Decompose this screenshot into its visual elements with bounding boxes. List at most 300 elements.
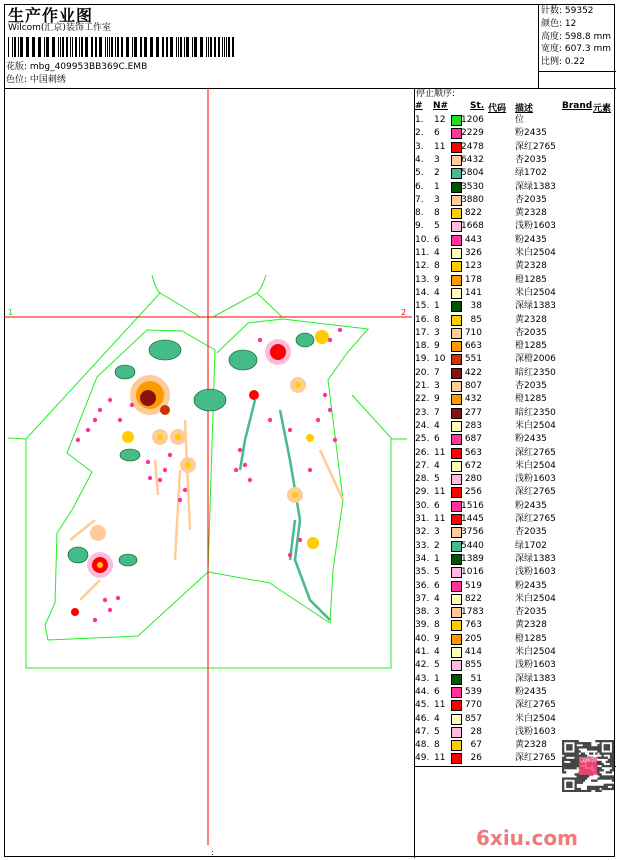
row-number: 44. bbox=[415, 686, 430, 697]
qr-module bbox=[570, 765, 572, 767]
qr-module bbox=[612, 788, 614, 790]
stitch-count: 针数: 59352 bbox=[541, 6, 594, 16]
qr-module bbox=[579, 775, 581, 777]
stitch-count: 551 bbox=[464, 354, 482, 365]
qr-module bbox=[612, 750, 614, 752]
color-description: 黄2328 bbox=[515, 208, 547, 219]
berry bbox=[76, 438, 80, 442]
qr-module bbox=[577, 742, 579, 744]
qr-module bbox=[608, 784, 610, 786]
stitch-count: 563 bbox=[464, 447, 482, 458]
qr-module bbox=[570, 740, 572, 742]
qr-module bbox=[593, 780, 595, 782]
qr-module bbox=[568, 759, 570, 761]
qr-module bbox=[610, 761, 612, 763]
qr-module bbox=[570, 767, 572, 769]
qr-module bbox=[581, 752, 583, 754]
qr-module bbox=[608, 777, 610, 779]
qr-module bbox=[566, 748, 568, 750]
col-header-desc: 描述 bbox=[515, 104, 534, 114]
qr-module bbox=[604, 765, 606, 767]
qr-module bbox=[562, 750, 564, 752]
qr-module bbox=[572, 790, 574, 792]
barcode-bar bbox=[26, 37, 29, 57]
qr-module bbox=[589, 742, 591, 744]
needle-number: 9 bbox=[434, 394, 440, 405]
qr-module bbox=[610, 757, 612, 759]
berry bbox=[178, 498, 182, 502]
barcode-bar bbox=[44, 37, 45, 57]
needle-number: 6 bbox=[434, 234, 440, 245]
needle-number: 1 bbox=[434, 553, 440, 564]
qr-module bbox=[577, 740, 579, 742]
stem-lines bbox=[240, 400, 330, 620]
qr-module bbox=[568, 744, 570, 746]
qr-module bbox=[606, 746, 608, 748]
qr-module bbox=[612, 759, 614, 761]
stitch-count: 1668 bbox=[461, 221, 484, 232]
stitch-count: 710 bbox=[464, 327, 482, 338]
qr-module bbox=[572, 763, 574, 765]
qr-module bbox=[597, 746, 599, 748]
qr-module bbox=[599, 748, 601, 750]
row-number: 39. bbox=[415, 620, 430, 631]
barcode-bar bbox=[150, 37, 153, 57]
qr-module bbox=[577, 750, 579, 752]
stitch-count: 51 bbox=[470, 673, 482, 684]
row-number: 26. bbox=[415, 447, 430, 458]
needle-number: 8 bbox=[434, 620, 440, 631]
stitch-count: 205 bbox=[464, 633, 482, 644]
berry bbox=[248, 478, 252, 482]
qr-module bbox=[591, 788, 593, 790]
color-description: 米白2504 bbox=[515, 248, 556, 258]
stitch-count: 3530 bbox=[461, 181, 484, 192]
color-description: 浅粉1603 bbox=[515, 474, 556, 485]
qr-module bbox=[602, 775, 604, 777]
qr-module bbox=[583, 777, 585, 779]
qr-module bbox=[602, 755, 604, 757]
qr-module bbox=[585, 742, 587, 744]
design-width: 宽度: 607.3 mm bbox=[541, 44, 612, 55]
stitch-count: 1445 bbox=[461, 514, 484, 524]
info-divider bbox=[538, 4, 539, 88]
row-number: 40. bbox=[415, 633, 430, 644]
berry bbox=[316, 418, 320, 422]
qr-module bbox=[604, 748, 606, 750]
qr-module bbox=[595, 748, 597, 750]
barcode-bar bbox=[95, 37, 97, 57]
qr-module bbox=[562, 757, 564, 759]
qr-module bbox=[597, 773, 599, 775]
qr-module bbox=[570, 755, 572, 757]
qr-module bbox=[595, 752, 597, 754]
needle-number: 4 bbox=[434, 647, 440, 657]
qr-module bbox=[608, 744, 610, 746]
qr-module bbox=[608, 752, 610, 754]
barcode-bar bbox=[144, 37, 147, 57]
color-description: 米白2504 bbox=[515, 593, 556, 604]
row-number: 6. bbox=[415, 181, 424, 192]
barcode-bar bbox=[111, 37, 113, 57]
qr-module bbox=[599, 763, 601, 765]
qr-module bbox=[604, 746, 606, 748]
color-description: 橙1285 bbox=[515, 274, 547, 285]
qr-module bbox=[566, 765, 568, 767]
row-number: 27. bbox=[415, 460, 430, 471]
qr-module bbox=[589, 788, 591, 790]
qr-module bbox=[597, 761, 599, 763]
color-scheme-label: 色位: 中国刺绣 bbox=[6, 75, 66, 85]
qr-module bbox=[581, 790, 583, 792]
needle-number: 12 bbox=[434, 115, 446, 125]
qr-module bbox=[608, 759, 610, 761]
qr-module bbox=[566, 755, 568, 757]
color-description: 粉2435 bbox=[515, 234, 547, 245]
row-number: 43. bbox=[415, 673, 430, 684]
color-description: 浅粉1603 bbox=[515, 567, 556, 578]
col-header-code: 代码 bbox=[488, 104, 507, 114]
needle-number: 5 bbox=[434, 660, 440, 671]
row-number: 9. bbox=[415, 221, 424, 232]
berry bbox=[116, 596, 120, 600]
qr-module bbox=[587, 744, 589, 746]
qr-module bbox=[566, 759, 568, 761]
needle-number: 5 bbox=[434, 474, 440, 485]
qr-module bbox=[604, 775, 606, 777]
needle-number: 7 bbox=[434, 367, 440, 378]
qr-module bbox=[585, 775, 587, 777]
qr-module bbox=[570, 746, 572, 748]
qr-module bbox=[574, 746, 576, 748]
qr-module bbox=[570, 777, 572, 779]
qr-module bbox=[606, 740, 608, 742]
row-number: 48. bbox=[415, 740, 430, 751]
qr-module bbox=[593, 746, 595, 748]
berry bbox=[103, 598, 107, 602]
qr-module bbox=[608, 788, 610, 790]
qr-module bbox=[610, 777, 612, 779]
qr-module bbox=[579, 742, 581, 744]
stitch-count: 6432 bbox=[461, 154, 484, 165]
berry bbox=[130, 403, 134, 407]
qr-module bbox=[612, 784, 614, 786]
stitch-count: 26 bbox=[470, 753, 482, 764]
qr-module bbox=[566, 740, 568, 742]
qr-module bbox=[579, 790, 581, 792]
qr-module bbox=[606, 788, 608, 790]
color-description: 粉2435 bbox=[515, 580, 547, 591]
row-number: 17. bbox=[415, 327, 430, 338]
qr-module bbox=[562, 748, 564, 750]
berry bbox=[323, 393, 327, 397]
qr-module bbox=[610, 775, 612, 777]
needle-number: 4 bbox=[434, 460, 440, 471]
row-number: 25. bbox=[415, 434, 430, 445]
qr-module bbox=[612, 769, 614, 771]
barcode-bar bbox=[66, 37, 68, 57]
needle-number: 4 bbox=[434, 287, 440, 298]
qr-module bbox=[574, 742, 576, 744]
qr-module bbox=[599, 773, 601, 775]
row-number: 28. bbox=[415, 474, 430, 485]
qr-module bbox=[577, 777, 579, 779]
qr-module bbox=[577, 775, 579, 777]
qr-module bbox=[606, 765, 608, 767]
barcode-bar bbox=[91, 37, 93, 57]
qr-module bbox=[583, 790, 585, 792]
qr-module bbox=[562, 740, 564, 742]
qr-module bbox=[574, 740, 576, 742]
color-description: 杏2035 bbox=[515, 607, 547, 618]
barcode-bar bbox=[99, 37, 102, 57]
qr-module bbox=[587, 775, 589, 777]
color-count: 颜色: 12 bbox=[541, 18, 577, 29]
qr-module bbox=[577, 782, 579, 784]
col-header-stitches: St. bbox=[470, 101, 485, 111]
berry bbox=[268, 418, 272, 422]
qr-module bbox=[583, 746, 585, 748]
berry bbox=[146, 460, 150, 464]
stitch-count: 414 bbox=[464, 647, 482, 657]
color-description: 绿1702 bbox=[515, 540, 547, 551]
qr-module bbox=[597, 763, 599, 765]
qr-module bbox=[597, 757, 599, 759]
stitch-count: 123 bbox=[464, 261, 482, 272]
color-description: 浅粉1603 bbox=[515, 221, 556, 232]
row-number: 35. bbox=[415, 567, 430, 578]
qr-module bbox=[572, 740, 574, 742]
stitch-count: 519 bbox=[464, 580, 482, 591]
qr-module bbox=[568, 777, 570, 779]
qr-module bbox=[562, 786, 564, 788]
color-description: 深绿1383 bbox=[515, 301, 556, 312]
needle-number: 6 bbox=[434, 580, 440, 591]
qr-module bbox=[589, 746, 591, 748]
row-number: 36. bbox=[415, 580, 430, 591]
qr-module bbox=[562, 765, 564, 767]
qr-module bbox=[574, 773, 576, 775]
qr-module bbox=[574, 750, 576, 752]
qr-module bbox=[599, 750, 601, 752]
berry bbox=[168, 453, 172, 457]
stitch-count: 672 bbox=[464, 460, 482, 471]
qr-module bbox=[566, 744, 568, 746]
qr-module bbox=[566, 767, 568, 769]
barcode-bar bbox=[46, 37, 49, 57]
berry bbox=[93, 618, 97, 622]
needle-number: 2 bbox=[434, 168, 440, 179]
design-height: 高度: 598.8 mm bbox=[541, 31, 612, 42]
qr-module bbox=[606, 757, 608, 759]
row-number: 37. bbox=[415, 593, 430, 604]
row-number: 12. bbox=[415, 261, 430, 272]
row-number: 10. bbox=[415, 234, 430, 245]
qr-module bbox=[572, 755, 574, 757]
stitch-count: 443 bbox=[464, 234, 482, 245]
stitch-count: 67 bbox=[470, 740, 482, 751]
barcode-bar bbox=[121, 37, 123, 57]
qr-module bbox=[612, 761, 614, 763]
row-number: 4. bbox=[415, 154, 424, 165]
qr-module bbox=[608, 740, 610, 742]
row-number: 15. bbox=[415, 301, 430, 312]
barcode-bar bbox=[132, 37, 133, 57]
qr-module bbox=[593, 788, 595, 790]
qr-module bbox=[566, 782, 568, 784]
qr-module bbox=[570, 786, 572, 788]
barcode-bar bbox=[72, 37, 73, 57]
color-description: 米白2504 bbox=[515, 460, 556, 471]
qr-module bbox=[585, 777, 587, 779]
stitch-count: 2229 bbox=[461, 128, 484, 139]
qr-module bbox=[595, 780, 597, 782]
qr-module bbox=[574, 782, 576, 784]
color-description: 杏2035 bbox=[515, 154, 547, 165]
needle-number: 11 bbox=[434, 700, 446, 711]
stitch-count: 1783 bbox=[461, 607, 484, 618]
needle-number: 1 bbox=[434, 673, 440, 684]
barcode bbox=[8, 37, 238, 57]
qr-module bbox=[574, 759, 576, 761]
barcode-bar bbox=[226, 37, 227, 57]
needle-number: 7 bbox=[434, 407, 440, 418]
qr-module bbox=[568, 790, 570, 792]
barcode-bar bbox=[52, 37, 55, 57]
qr-module bbox=[581, 780, 583, 782]
color-description: 米白2504 bbox=[515, 713, 556, 724]
needle-number: 5 bbox=[434, 221, 440, 232]
qr-module bbox=[599, 746, 601, 748]
qr-module bbox=[574, 765, 576, 767]
row-number: 47. bbox=[415, 726, 430, 737]
qr-module bbox=[602, 752, 604, 754]
qr-module bbox=[597, 748, 599, 750]
qr-module bbox=[612, 757, 614, 759]
barcode-bar bbox=[14, 37, 16, 57]
qr-module bbox=[608, 761, 610, 763]
qr-module bbox=[612, 765, 614, 767]
qr-module bbox=[589, 752, 591, 754]
qr-module bbox=[574, 777, 576, 779]
qr-module bbox=[566, 790, 568, 792]
berry bbox=[338, 328, 342, 332]
berry bbox=[328, 408, 332, 412]
qr-module bbox=[604, 744, 606, 746]
qr-module bbox=[579, 746, 581, 748]
needle-number: 8 bbox=[434, 740, 440, 751]
stitch-count: 178 bbox=[464, 274, 482, 285]
needle-number: 11 bbox=[434, 514, 446, 524]
color-description: 深绿1383 bbox=[515, 673, 556, 684]
stop-sequence-title: 停止顺序: bbox=[416, 89, 456, 99]
needle-number: 11 bbox=[434, 753, 446, 764]
qr-module bbox=[610, 784, 612, 786]
color-description: 绿1702 bbox=[515, 168, 547, 179]
barcode-bar bbox=[109, 37, 110, 57]
main-flower-orange bbox=[130, 375, 170, 415]
stitch-count: 3880 bbox=[461, 194, 484, 205]
needle-number: 6 bbox=[434, 500, 440, 511]
needle-number: 8 bbox=[434, 261, 440, 272]
color-description: 粉2435 bbox=[515, 128, 547, 139]
berry bbox=[158, 478, 162, 482]
qr-module bbox=[581, 782, 583, 784]
qr-module bbox=[602, 777, 604, 779]
qr-module bbox=[602, 757, 604, 759]
qr-module bbox=[604, 784, 606, 786]
page-title: 生产作业图 bbox=[8, 6, 94, 25]
row-number: 8. bbox=[415, 208, 424, 219]
color-description: 杏2035 bbox=[515, 381, 547, 391]
barcode-bar bbox=[208, 37, 209, 57]
color-description: 位 bbox=[515, 115, 525, 125]
qr-module bbox=[597, 790, 599, 792]
qr-module bbox=[610, 765, 612, 767]
needle-number: 11 bbox=[434, 447, 446, 458]
stitch-count: 141 bbox=[464, 287, 482, 298]
qr-module bbox=[602, 763, 604, 765]
qr-module bbox=[579, 777, 581, 779]
qr-module bbox=[583, 775, 585, 777]
qr-module bbox=[599, 767, 601, 769]
qr-module bbox=[583, 744, 585, 746]
qr-module bbox=[591, 780, 593, 782]
needle-number: 4 bbox=[434, 593, 440, 604]
color-description: 深绿1383 bbox=[515, 181, 556, 192]
qr-module bbox=[602, 786, 604, 788]
qr-module bbox=[602, 769, 604, 771]
barcode-bar bbox=[70, 37, 71, 57]
row-number: 18. bbox=[415, 341, 430, 352]
qr-module bbox=[572, 759, 574, 761]
qr-module bbox=[599, 744, 601, 746]
footer-mark: : bbox=[211, 848, 214, 857]
barcode-bar bbox=[12, 37, 13, 57]
design-info bbox=[541, 5, 611, 69]
watermark-stamp: 以图版 bbox=[579, 757, 597, 775]
barcode-bar bbox=[210, 37, 212, 57]
qr-module bbox=[612, 744, 614, 746]
qr-module bbox=[597, 740, 599, 742]
qr-module bbox=[610, 755, 612, 757]
qr-module bbox=[574, 786, 576, 788]
needle-number: 3 bbox=[434, 327, 440, 338]
qr-module bbox=[612, 786, 614, 788]
qr-module bbox=[566, 786, 568, 788]
col-header-brand: Brand bbox=[562, 101, 593, 111]
qr-module bbox=[589, 748, 591, 750]
qr-module bbox=[602, 788, 604, 790]
qr-module bbox=[574, 788, 576, 790]
qr-module bbox=[568, 740, 570, 742]
qr-module bbox=[595, 786, 597, 788]
needle-number: 6 bbox=[434, 434, 440, 445]
row-number: 38. bbox=[415, 607, 430, 618]
qr-module bbox=[562, 780, 564, 782]
qr-module bbox=[568, 748, 570, 750]
qr-module bbox=[606, 761, 608, 763]
barcode-bar bbox=[166, 37, 168, 57]
qr-module bbox=[570, 763, 572, 765]
qr-module bbox=[599, 769, 601, 771]
qr-module bbox=[610, 769, 612, 771]
qr-module bbox=[574, 767, 576, 769]
barcode-bar bbox=[232, 37, 234, 57]
qr-module bbox=[574, 744, 576, 746]
design-preview bbox=[0, 88, 414, 858]
qr-module bbox=[562, 752, 564, 754]
